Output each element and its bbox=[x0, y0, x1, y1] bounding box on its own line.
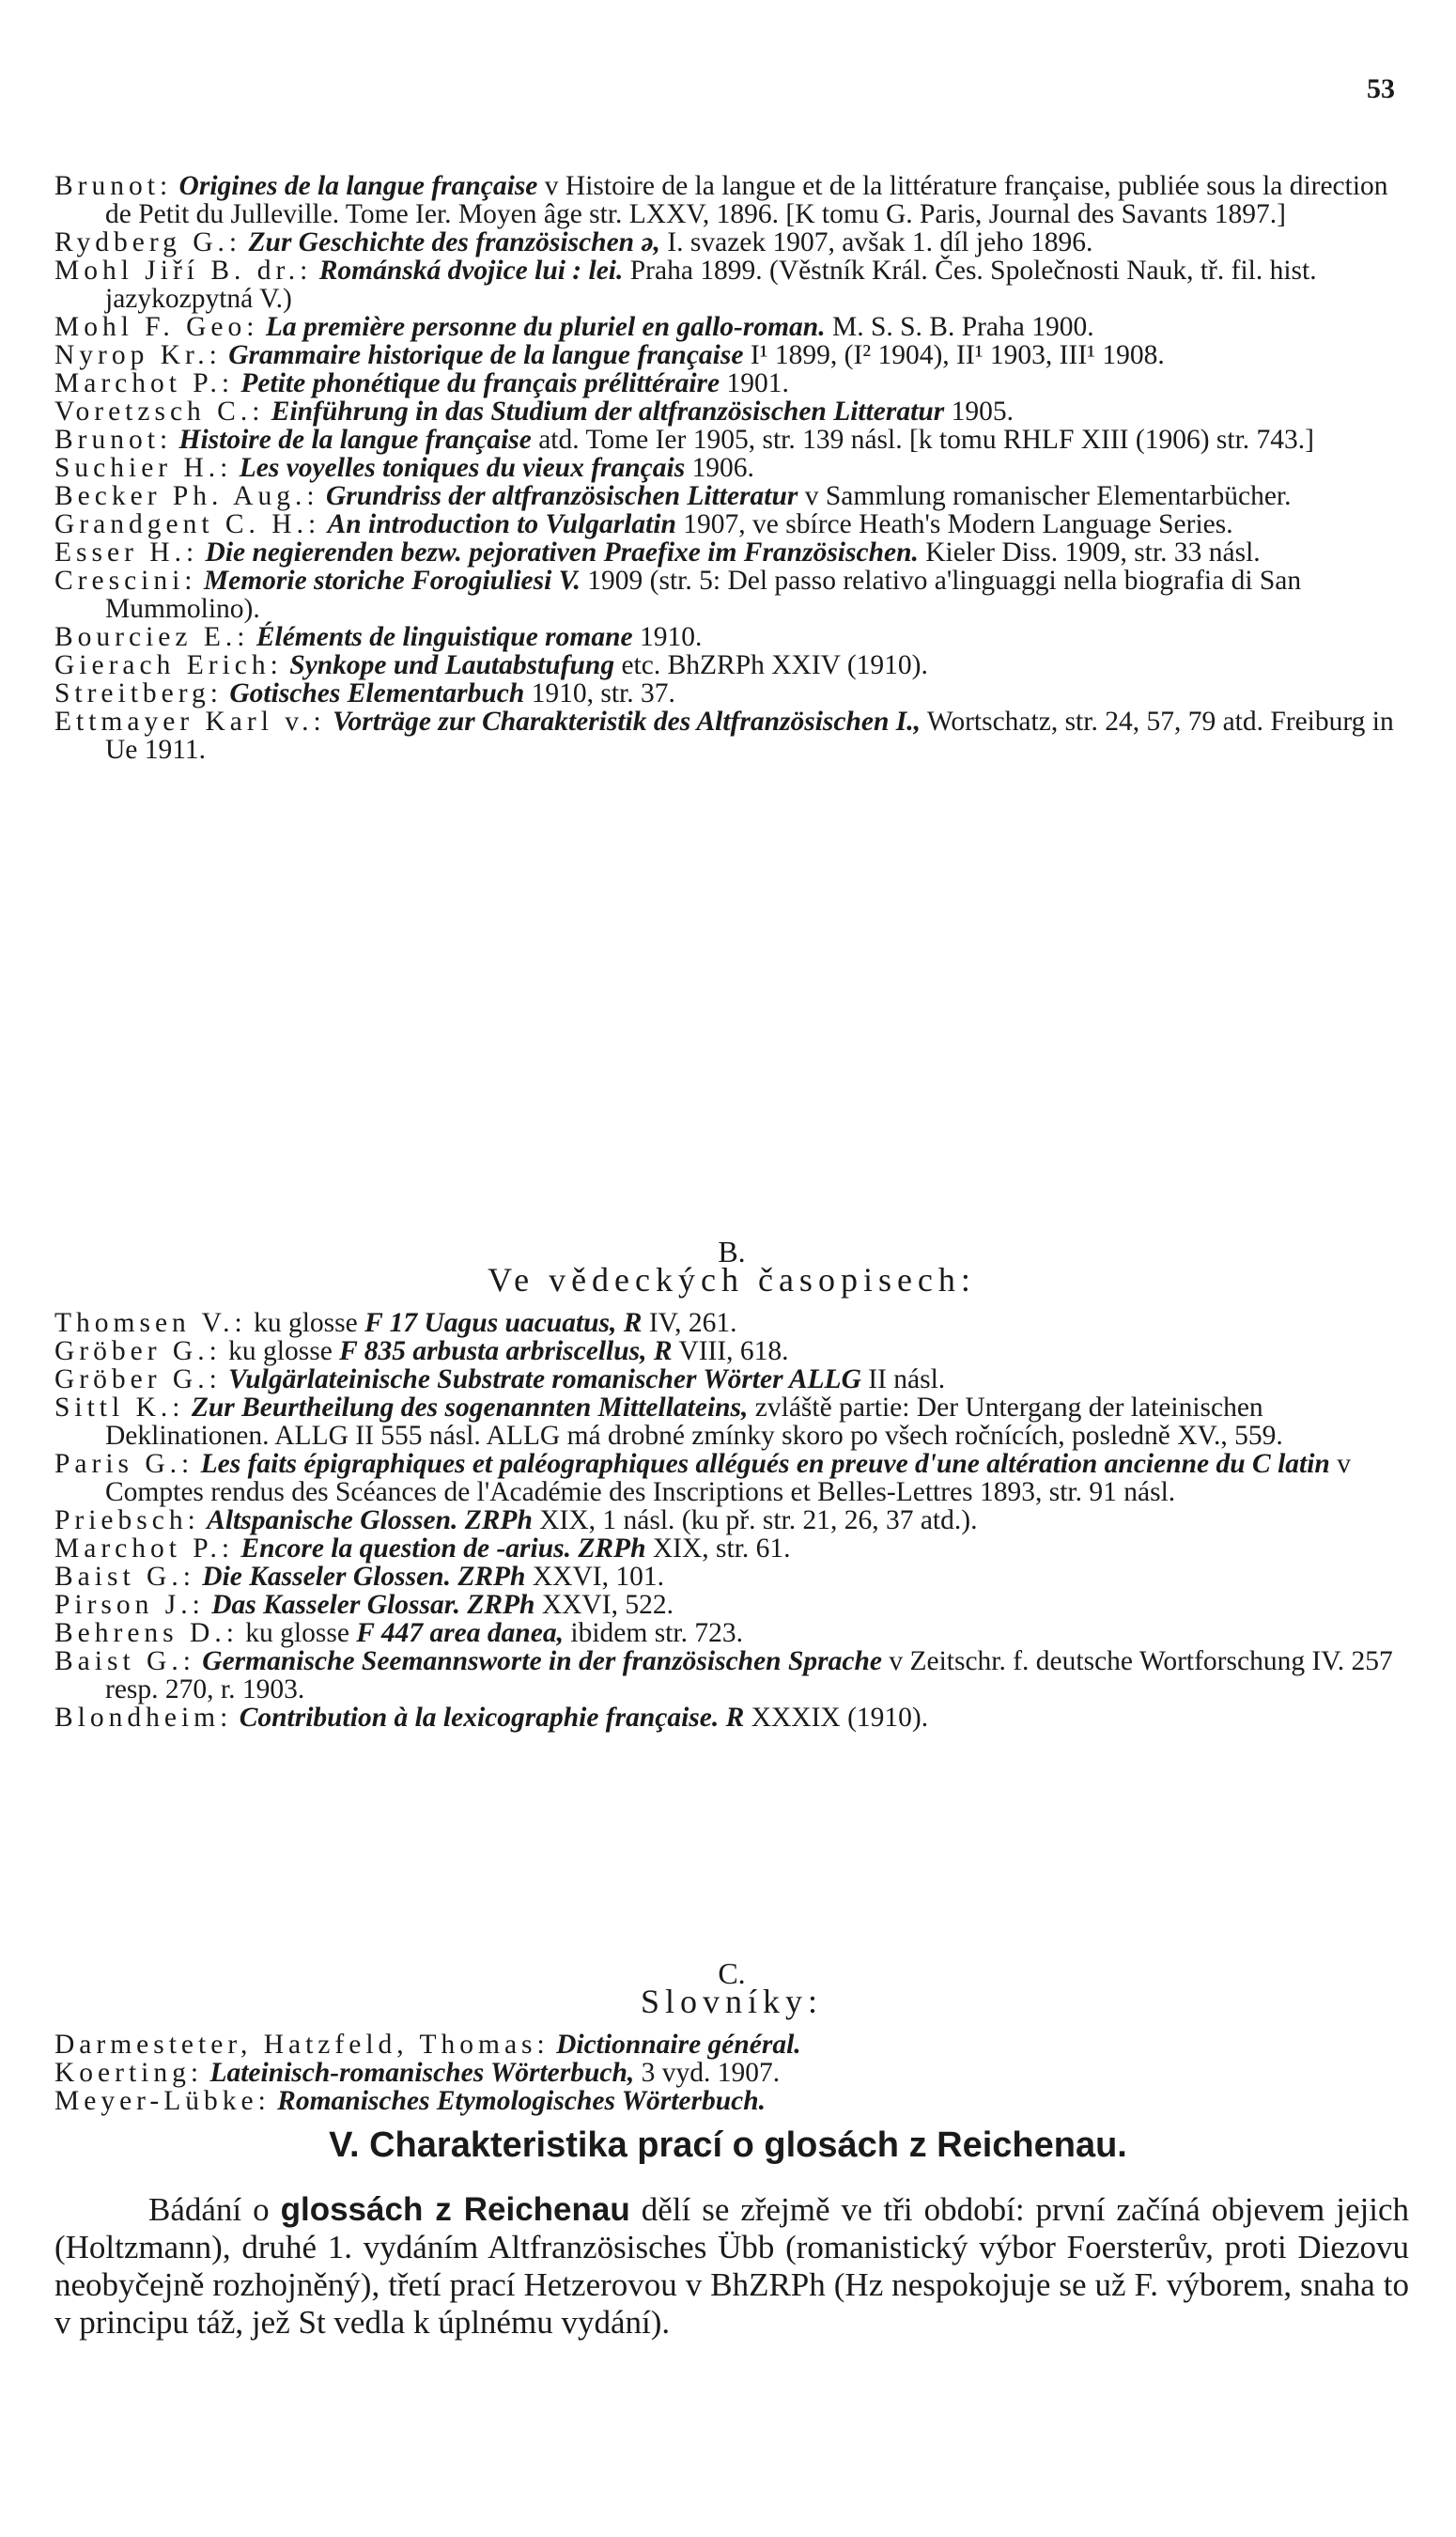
section-b-title: Ve vědeckých časopisech: bbox=[488, 1261, 976, 1299]
entry-title: Grammaire historique de la langue française bbox=[228, 340, 744, 370]
entry-rest: M. S. S. B. Praha 1900. bbox=[825, 312, 1094, 342]
section_b.entries-entry bbox=[54, 1534, 1409, 1563]
entry-author: Rydberg G.: bbox=[54, 227, 242, 257]
entry-author: Koerting: bbox=[54, 2058, 204, 2088]
section_a-entry bbox=[54, 651, 1409, 679]
entry-title: F 835 arbusta arbriscellus, R bbox=[339, 1336, 673, 1366]
entry-rest: 1905. bbox=[944, 397, 1014, 427]
entry-title: Dictionnaire général. bbox=[556, 2030, 801, 2060]
entry-author: Ettmayer Karl v.: bbox=[54, 707, 326, 737]
paragraph-start: Bádání o bbox=[148, 2191, 281, 2228]
section_a-entry bbox=[54, 538, 1409, 567]
entry-title: Germanische Seemannsworte in der französischen Sprache bbox=[202, 1646, 882, 1676]
entry-rest: ibidem str. 723. bbox=[564, 1618, 743, 1648]
entry-rest: v Comptes rendus des Scéances de l'Académie des Inscriptions et Belles-Lettres 1893, str. 91 násl. bbox=[105, 1449, 1351, 1507]
section_a-entry bbox=[54, 313, 1409, 341]
section_a-entry bbox=[54, 228, 1409, 257]
entry-prefix bbox=[232, 1703, 239, 1733]
section_a-entry bbox=[54, 454, 1409, 482]
entry-rest: 1910. bbox=[632, 622, 703, 652]
entry-title: Das Kasseler Glossar. ZRPh bbox=[211, 1590, 535, 1620]
entry-title: Vulgärlateinische Substrate romanischer Wörter ALLG bbox=[228, 1364, 861, 1394]
entry-title: Origines de la langue française bbox=[178, 171, 538, 201]
section_b.entries-entry bbox=[54, 1563, 1409, 1591]
section_a-entry bbox=[54, 510, 1409, 538]
entry-author: Streitberg: bbox=[54, 678, 223, 708]
entry-rest: XIX, str. 61. bbox=[645, 1533, 791, 1564]
entry-author: Gröber G.: bbox=[54, 1364, 222, 1394]
entry-title: Vorträge zur Charakteristik des Altfranzösischen I., bbox=[333, 707, 922, 737]
entry-author: Behrens D.: bbox=[54, 1618, 239, 1648]
entry-rest: 1906. bbox=[685, 453, 754, 483]
section_c.entries-entry bbox=[54, 2031, 1409, 2059]
bibliography-list-c bbox=[54, 1956, 1409, 2116]
section_a-entry bbox=[54, 623, 1409, 651]
entry-rest: IV, 261. bbox=[642, 1308, 737, 1338]
entry-rest: v Histoire de la langue et de la littérature française, publiée sous la direction de Petit du Julleville. Tome Ier. Moyen âge str. LXXV, 1896. [K tomu G. Paris, Journal des Savants 1897.] bbox=[105, 171, 1388, 229]
entry-title: An introduction to Vulgarlatin bbox=[327, 509, 676, 539]
entry-rest: Praha 1899. (Věstník Král. Čes. Společnosti Nauk, tř. fil. hist. jazykozpytná V.) bbox=[105, 256, 1317, 314]
entry-title: La première personne du pluriel en gallo-roman. bbox=[265, 312, 826, 342]
entry-author: Pirson J.: bbox=[54, 1590, 205, 1620]
entry-author: Bourciez E.: bbox=[54, 622, 250, 652]
entry-author: Mohl F. Geo: bbox=[54, 312, 259, 342]
entry-rest: XXVI, 101. bbox=[525, 1562, 664, 1592]
bibliography-list-b bbox=[54, 1237, 1409, 1732]
entry-author: Crescini: bbox=[54, 566, 197, 596]
entry-title: Les voyelles toniques du vieux français bbox=[239, 453, 686, 483]
entry-rest: XXXIX (1910). bbox=[744, 1703, 929, 1733]
entry-title: Zur Beurtheilung des sogenannten Mittellateins, bbox=[191, 1393, 749, 1423]
section_a-entry bbox=[54, 257, 1409, 313]
section_b.entries-entry bbox=[54, 1704, 1409, 1732]
entry-author: Brunot: bbox=[54, 425, 173, 455]
entry-rest: 3 vyd. 1907. bbox=[634, 2058, 781, 2088]
entry-author: Blondheim: bbox=[54, 1703, 233, 1733]
entry-author: Mohl Jiří B. dr.: bbox=[54, 256, 313, 286]
entry-rest: v Sammlung romanischer Elementarbücher. bbox=[798, 481, 1292, 511]
entry-author: Esser H.: bbox=[54, 537, 199, 568]
entry-rest: II násl. bbox=[860, 1364, 946, 1394]
entry-author: Gierach Erich: bbox=[54, 650, 283, 680]
entry-author: Marchot P.: bbox=[54, 1533, 235, 1564]
entry-title: Encore la question de -arius. ZRPh bbox=[240, 1533, 646, 1564]
entry-rest: 1907, ve sbírce Heath's Modern Language Series. bbox=[675, 509, 1233, 539]
entry-rest: v Zeitschr. f. deutsche Wortforschung IV. 257 resp. 270, r. 1903. bbox=[105, 1646, 1393, 1704]
section_a-entry bbox=[54, 567, 1409, 623]
entry-title: Contribution à la lexicographie française. R bbox=[239, 1703, 745, 1733]
entry-author: Gröber G.: bbox=[54, 1336, 222, 1366]
entry-author: Priebsch: bbox=[54, 1505, 200, 1535]
section_c.entries-entry bbox=[54, 2087, 1409, 2115]
entry-title: Die negierenden bezw. pejorativen Praefixe im Französischen. bbox=[205, 537, 919, 568]
entry-prefix: ku glosse bbox=[238, 1618, 357, 1648]
entry-title: F 447 area danea, bbox=[356, 1618, 565, 1648]
entry-rest: Kieler Diss. 1909, str. 33 násl. bbox=[918, 537, 1261, 568]
entry-author: Thomsen V.: bbox=[54, 1308, 247, 1338]
section_b.entries-entry bbox=[54, 1337, 1409, 1365]
entry-author: Brunot: bbox=[54, 171, 173, 201]
entry-title: F 17 Uagus uacuatus, R bbox=[364, 1308, 643, 1338]
entry-author: Sittl K.: bbox=[54, 1393, 185, 1423]
section_b.entries-entry bbox=[54, 1647, 1409, 1704]
entry-title: Éléments de linguistique romane bbox=[256, 622, 633, 652]
entry-title: Gotisches Elementarbuch bbox=[229, 678, 525, 708]
entry-author: Becker Ph. Aug.: bbox=[54, 481, 319, 511]
entry-author: Meyer-Lübke: bbox=[54, 2086, 271, 2116]
section_b.entries-entry bbox=[54, 1506, 1409, 1534]
section_b.entries-entry bbox=[54, 1309, 1409, 1337]
entry-title: Grundriss der altfranzösischen Litteratur bbox=[325, 481, 798, 511]
entry-prefix: ku glosse bbox=[246, 1308, 365, 1338]
paragraph-rest: dělí se zřejmě ve tři období: první začíná objevem jejich (Holtzmann), druhé 1. vydáním Altfranzösisches Übb (romanistický výbor Foersterův, proti Diezovu neobyčejně rozhojněný), třetí prací Hetzerovou v BhZRPh (Hz nespokojuje se už F. výborem, snaha to v principu táž, jež St vedla k úplnému vydání). bbox=[54, 2191, 1410, 2341]
entry-author: Nyrop Kr.: bbox=[54, 340, 222, 370]
page-number: 53 bbox=[1367, 73, 1395, 104]
entry-rest: atd. Tome Ier 1905, str. 139 násl. [k tomu RHLF XIII (1906) str. 743.] bbox=[531, 425, 1314, 455]
entry-prefix bbox=[184, 1393, 191, 1423]
section_a-entry bbox=[54, 397, 1409, 426]
entry-prefix bbox=[194, 1449, 200, 1479]
entry-rest: I¹ 1899, (I² 1904), II¹ 1903, III¹ 1908. bbox=[743, 340, 1165, 370]
section-c-title: Slovníky: bbox=[640, 1983, 824, 2020]
entry-title: Histoire de la langue française bbox=[178, 425, 532, 455]
entry-title: Petite phonétique du français prélittéraire bbox=[240, 368, 720, 398]
entry-author: Darmesteter, Hatzfeld, Thomas: bbox=[54, 2030, 550, 2060]
entry-prefix: ku glosse bbox=[221, 1336, 340, 1366]
paragraph-bold: glossách z Reichenau bbox=[280, 2191, 630, 2228]
entry-rest: 1910, str. 37. bbox=[524, 678, 675, 708]
entry-title: Die Kasseler Glossen. ZRPh bbox=[202, 1562, 526, 1592]
entry-rest: 1901. bbox=[720, 368, 789, 398]
section_a-entry bbox=[54, 172, 1409, 228]
section_b.entries-entry bbox=[54, 1393, 1409, 1450]
entry-rest: XXVI, 522. bbox=[534, 1590, 674, 1620]
section_c.entries-entry bbox=[54, 2059, 1409, 2087]
section_a-entry bbox=[54, 482, 1409, 510]
entry-author: Grandgent C. H.: bbox=[54, 509, 321, 539]
entry-title: Altspanische Glossen. ZRPh bbox=[207, 1505, 533, 1535]
entry-rest: Wortschatz, str. 24, 57, 79 atd. Freiburg in Ue 1911. bbox=[105, 707, 1394, 765]
section_b.entries-entry bbox=[54, 1591, 1409, 1619]
section_a-entry bbox=[54, 679, 1409, 708]
entry-title: Lateinisch-romanisches Wörterbuch, bbox=[209, 2058, 635, 2088]
entry-author: Baist G.: bbox=[54, 1646, 195, 1676]
section_b.entries-entry bbox=[54, 1365, 1409, 1393]
entry-title: Memorie storiche Forogiuliesi V. bbox=[203, 566, 581, 596]
entry-rest: I. svazek 1907, avšak 1. díl jeho 1896. bbox=[659, 227, 1093, 257]
entry-rest: etc. BhZRPh XXIV (1910). bbox=[614, 650, 928, 680]
section-b-letter: B. bbox=[718, 1235, 746, 1268]
entry-author: Baist G.: bbox=[54, 1562, 195, 1592]
entry-rest: VIII, 618. bbox=[672, 1336, 789, 1366]
entry-title: Romanisches Etymologisches Wörterbuch. bbox=[277, 2086, 767, 2116]
entry-author: Marchot P.: bbox=[54, 368, 235, 398]
entry-title: Synkope und Lautabstufung bbox=[289, 650, 615, 680]
entry-title: Les faits épigraphiques et paléographiques allégués en preuve d'une altération ancienne du C latin bbox=[200, 1449, 1330, 1479]
bibliography-list-a bbox=[54, 172, 1409, 764]
section_a-entry bbox=[54, 369, 1409, 397]
entry-author: Voretzsch C.: bbox=[54, 397, 265, 427]
entry-rest: 1909 (str. 5: Del passo relativo a'linguaggi nella biografia di San Mummolino). bbox=[105, 566, 1302, 624]
entry-rest: zvláště partie: Der Untergang der lateinischen Deklinationen. ALLG II 555 násl. ALLG má drobné zmínky skoro po všech ročnících, posledně XV., 559. bbox=[105, 1393, 1283, 1451]
section_a-entry bbox=[54, 708, 1409, 764]
section-c-letter: C. bbox=[718, 1956, 746, 1990]
entry-rest: XIX, 1 násl. (ku př. str. 21, 26, 37 atd.). bbox=[532, 1505, 978, 1535]
section_a-entry bbox=[54, 426, 1409, 454]
entry-title: Románská dvojice lui : lei. bbox=[318, 256, 624, 286]
chapter-heading: V. Charakteristika prací o glosách z Reichenau. bbox=[329, 2125, 1127, 2165]
section_b.entries-entry bbox=[54, 1450, 1409, 1506]
entry-author: Paris G.: bbox=[54, 1449, 194, 1479]
entry-author: Suchier H.: bbox=[54, 453, 233, 483]
entry-title: Einführung in das Studium der altfranzösischen Litteratur bbox=[271, 397, 945, 427]
section_b.entries-entry bbox=[54, 1619, 1409, 1647]
entry-title: Zur Geschichte des französischen ə, bbox=[248, 227, 660, 257]
section_a-entry bbox=[54, 341, 1409, 369]
chapter-paragraph bbox=[54, 2191, 1409, 2342]
